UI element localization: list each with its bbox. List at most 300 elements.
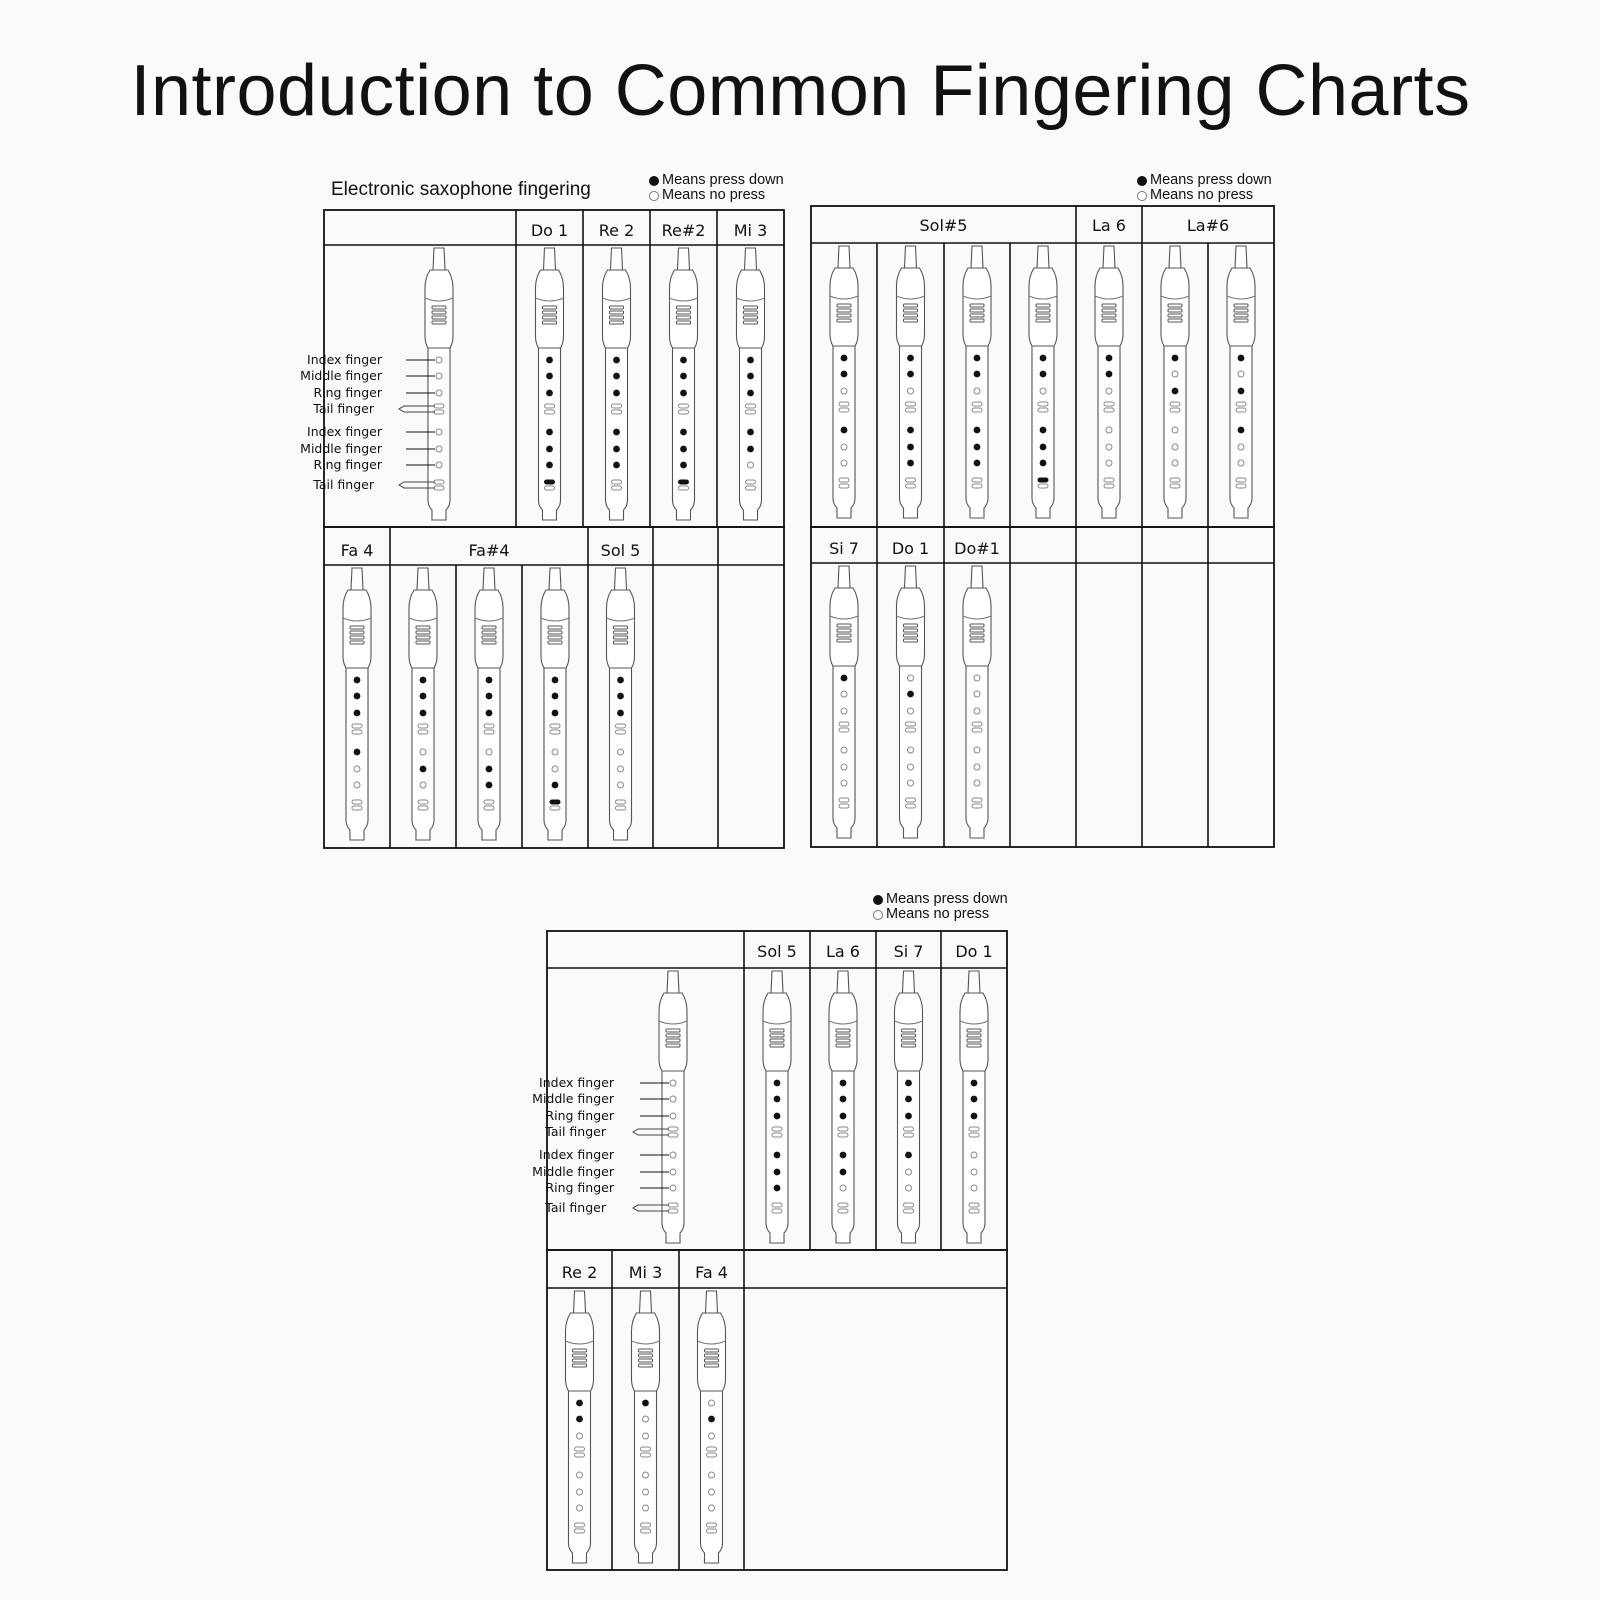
open-hole	[971, 1169, 977, 1175]
mouthpiece	[971, 566, 983, 588]
finger-label: Ring finger	[313, 457, 382, 472]
mouthpiece	[433, 248, 445, 270]
pressed-hole	[841, 675, 848, 682]
grille-slot	[614, 641, 628, 644]
pressed-hole	[546, 390, 553, 397]
tail-key-lower	[1038, 408, 1048, 412]
grille-slot	[1036, 314, 1050, 317]
tail-key-lower	[972, 804, 982, 808]
grille-slot	[967, 1039, 981, 1042]
pressed-hole	[613, 446, 620, 453]
open-hole	[906, 1185, 912, 1191]
tail-key-upper	[1104, 478, 1114, 482]
tail-key-lower	[545, 486, 555, 490]
tail-key-upper	[839, 722, 849, 726]
grille-slot	[350, 631, 364, 634]
grille-slot	[837, 639, 851, 642]
pressed-hole	[486, 710, 493, 717]
finger-label: Index finger	[539, 1075, 614, 1090]
saxophone-icon	[895, 971, 923, 1243]
pressed-hole	[680, 446, 687, 453]
mouthpiece	[968, 971, 980, 993]
finger-label: Middle finger	[532, 1164, 614, 1179]
grille-slot	[482, 631, 496, 634]
table-border	[811, 527, 1274, 847]
grille-slot	[902, 1029, 916, 1032]
tail-key-upper	[668, 1203, 678, 1207]
pressed-hole	[971, 1080, 978, 1087]
pressed-hole	[840, 1113, 847, 1120]
pressed-hole	[486, 693, 493, 700]
open-hole	[420, 749, 426, 755]
open-hole	[908, 747, 914, 753]
grille-slot	[836, 1029, 850, 1032]
open-hole	[1040, 388, 1046, 394]
mouthpiece	[611, 248, 623, 270]
tail-key-lower	[352, 806, 362, 810]
grille-slot	[705, 1359, 719, 1362]
pressed-hole	[1040, 427, 1047, 434]
page-title: Introduction to Common Fingering Charts	[130, 51, 1471, 131]
open-hole	[709, 1400, 715, 1406]
table-border	[547, 1250, 1007, 1570]
mouthpiece	[771, 971, 783, 993]
grille-slot	[1102, 304, 1116, 307]
open-hole	[709, 1433, 715, 1439]
grille-slot	[967, 1029, 981, 1032]
tail-key-upper	[1170, 402, 1180, 406]
tail-key-upper	[1236, 478, 1246, 482]
grille-slot	[836, 1034, 850, 1037]
saxophone-icon	[963, 246, 991, 518]
grille-slot	[573, 1349, 587, 1352]
pressed-hole	[546, 373, 553, 380]
chart-1	[300, 210, 784, 848]
tail-key-upper	[772, 1127, 782, 1131]
pressed-hole	[747, 373, 754, 380]
grille-slot	[770, 1029, 784, 1032]
tail-key-upper	[668, 1127, 678, 1131]
open-hole	[709, 1472, 715, 1478]
saxophone-icon	[829, 971, 857, 1243]
tail-key-lower	[1170, 408, 1180, 412]
tail-key-lower	[707, 1453, 717, 1457]
tail-key-upper	[418, 800, 428, 804]
pressed-hole	[774, 1113, 781, 1120]
tail-key-upper	[550, 724, 560, 728]
saxophone-icon	[566, 1291, 594, 1563]
saxophone-icon	[963, 566, 991, 838]
pressed-hole	[486, 782, 493, 789]
grille-slot	[548, 636, 562, 639]
note-label: La 6	[826, 942, 860, 961]
pressed-hole	[617, 677, 624, 684]
saxophone-icon	[1227, 246, 1255, 518]
tail-key-upper	[904, 1203, 914, 1207]
pressed-hole	[840, 1096, 847, 1103]
tail-key-upper	[972, 798, 982, 802]
grille-slot	[904, 319, 918, 322]
finger-label: Tail finger	[545, 1124, 606, 1139]
tail-key-lower	[838, 1133, 848, 1137]
mouthpiece	[971, 246, 983, 268]
open-hole	[643, 1489, 649, 1495]
saxophone-icon	[607, 568, 635, 840]
note-label: Sol 5	[757, 942, 797, 961]
pressed-hole	[613, 357, 620, 364]
mouthpiece	[903, 971, 915, 993]
grille-slot	[744, 311, 758, 314]
pressed-hole	[1106, 371, 1113, 378]
saxophone-icon	[425, 248, 453, 520]
open-hole	[577, 1505, 583, 1511]
grille-slot	[432, 316, 446, 319]
legend-press: Means press down	[1150, 172, 1272, 188]
pressed-hole	[613, 390, 620, 397]
grille-slot	[677, 306, 691, 309]
grille-slot	[836, 1039, 850, 1042]
open-hole	[841, 388, 847, 394]
pressed-hole	[552, 677, 559, 684]
pressed-hole	[1238, 355, 1245, 362]
open-hole	[436, 462, 442, 468]
note-label: Sol 5	[600, 541, 641, 560]
pressed-hole	[1106, 355, 1113, 362]
tail-key-lower	[772, 1133, 782, 1137]
saxophone-icon	[541, 568, 569, 840]
tail-key-lower	[434, 486, 444, 490]
tail-key-lower	[575, 1529, 585, 1533]
mouthpiece	[905, 246, 917, 268]
grille-slot	[350, 641, 364, 644]
note-label: Fa#4	[468, 541, 510, 560]
mouthpiece	[1037, 246, 1049, 268]
open-hole	[908, 388, 914, 394]
pressed-hole	[971, 1096, 978, 1103]
pressed-hole	[354, 749, 361, 756]
mouthpiece	[1235, 246, 1247, 268]
finger-label: Ring finger	[313, 385, 382, 400]
tail-key-upper	[612, 404, 622, 408]
grille-slot	[639, 1354, 653, 1357]
grille-slot	[837, 634, 851, 637]
saxophone-icon	[670, 248, 698, 520]
pressed-hole	[546, 429, 553, 436]
grille-slot	[970, 639, 984, 642]
tail-key-upper	[972, 722, 982, 726]
tail-key-upper	[641, 1447, 651, 1451]
pressed-hole	[486, 766, 493, 773]
tail-key-lower	[972, 408, 982, 412]
grille-slot	[970, 314, 984, 317]
open-hole	[670, 1185, 676, 1191]
mouthpiece	[1169, 246, 1181, 268]
tail-key-upper	[545, 480, 555, 484]
legend-no-press: Means no press	[662, 187, 766, 203]
pressed-hole	[1040, 371, 1047, 378]
open-hole	[1238, 444, 1244, 450]
mouthpiece	[706, 1291, 718, 1313]
pressed-hole	[840, 1169, 847, 1176]
grille-slot	[482, 636, 496, 639]
open-hole	[618, 782, 624, 788]
grille-slot	[416, 636, 430, 639]
pressed-hole	[907, 460, 914, 467]
pressed-hole	[613, 373, 620, 380]
open-hole	[709, 1505, 715, 1511]
grille-slot	[1036, 304, 1050, 307]
open-hole	[906, 1169, 912, 1175]
tail-key-upper	[1038, 402, 1048, 406]
open-hole	[354, 766, 360, 772]
grille-slot	[1036, 319, 1050, 322]
grille-slot	[904, 639, 918, 642]
tail-key-lower	[1170, 484, 1180, 488]
mouthpiece	[483, 568, 495, 590]
pressed-hole	[680, 429, 687, 436]
tail-key-lower	[679, 410, 689, 414]
tail-key-upper	[904, 1127, 914, 1131]
tail-key-upper	[746, 480, 756, 484]
grille-slot	[416, 641, 430, 644]
note-label: Mi 3	[628, 1263, 663, 1282]
tail-key-lower	[668, 1133, 678, 1137]
saxophone-icon	[830, 246, 858, 518]
saxophone-icon	[1095, 246, 1123, 518]
open-hole	[1106, 427, 1112, 433]
chart-2	[811, 206, 1274, 847]
note-label: Si 7	[829, 539, 859, 558]
grille-slot	[837, 629, 851, 632]
pressed-hole	[642, 1400, 649, 1407]
grille-slot	[610, 306, 624, 309]
open-hole	[748, 462, 754, 468]
saxophone-icon	[763, 971, 791, 1243]
saxophone-icon	[830, 566, 858, 838]
grille-slot	[837, 314, 851, 317]
grille-slot	[573, 1354, 587, 1357]
finger-label: Middle finger	[532, 1091, 614, 1106]
grille-slot	[1234, 309, 1248, 312]
tail-key-upper	[772, 1203, 782, 1207]
tail-key-upper	[550, 800, 560, 804]
grille-slot	[904, 314, 918, 317]
open-hole	[436, 390, 442, 396]
grille-slot	[666, 1044, 680, 1047]
finger-label: Tail finger	[545, 1200, 606, 1215]
open-hole	[354, 782, 360, 788]
pressed-hole	[747, 357, 754, 364]
tail-key-lower	[906, 484, 916, 488]
tail-key-lower	[550, 730, 560, 734]
grille-slot	[904, 304, 918, 307]
grille-slot	[639, 1359, 653, 1362]
tail-key-lower	[906, 728, 916, 732]
open-hole	[974, 747, 980, 753]
tail-key-lower	[969, 1133, 979, 1137]
tail-key-lower	[612, 410, 622, 414]
pressed-hole	[617, 693, 624, 700]
tail-key-lower	[904, 1209, 914, 1213]
tail-key-lower	[906, 804, 916, 808]
tail-key-upper	[1170, 478, 1180, 482]
open-hole	[643, 1505, 649, 1511]
grille-slot	[543, 316, 557, 319]
tail-key-upper	[707, 1523, 717, 1527]
grille-slot	[1168, 304, 1182, 307]
pressed-hole	[1040, 444, 1047, 451]
tail-key-upper	[484, 724, 494, 728]
saxophone-icon	[603, 248, 631, 520]
grille-slot	[350, 626, 364, 629]
pressed-hole	[747, 446, 754, 453]
grille-slot	[904, 634, 918, 637]
mouthpiece	[837, 971, 849, 993]
saxophone-icon	[1029, 246, 1057, 518]
grille-slot	[902, 1034, 916, 1037]
tail-key-upper	[575, 1447, 585, 1451]
saxophone-icon	[343, 568, 371, 840]
open-hole	[841, 708, 847, 714]
open-hole	[436, 357, 442, 363]
pressed-hole	[974, 427, 981, 434]
grille-slot	[1234, 319, 1248, 322]
grille-slot	[1102, 309, 1116, 312]
grille-slot	[548, 631, 562, 634]
tail-key-upper	[839, 798, 849, 802]
grille-slot	[836, 1044, 850, 1047]
grille-slot	[416, 626, 430, 629]
tail-key-lower	[641, 1529, 651, 1533]
finger-label: Tail finger	[313, 477, 374, 492]
open-hole	[974, 708, 980, 714]
mouthpiece	[905, 566, 917, 588]
open-hole	[1106, 460, 1112, 466]
pressed-hole	[354, 677, 361, 684]
pressed-hole	[680, 390, 687, 397]
note-label: Sol#5	[919, 216, 968, 235]
grille-slot	[967, 1034, 981, 1037]
pressed-hole	[907, 355, 914, 362]
open-hole	[1238, 460, 1244, 466]
finger-label: Index finger	[539, 1147, 614, 1162]
tail-key-upper	[434, 404, 444, 408]
grille-slot	[416, 631, 430, 634]
tail-key-upper	[839, 402, 849, 406]
grille-slot	[677, 316, 691, 319]
pressed-hole	[420, 677, 427, 684]
tail-key-upper	[679, 404, 689, 408]
pressed-hole	[546, 357, 553, 364]
pressed-hole	[747, 429, 754, 436]
pressed-hole	[552, 782, 559, 789]
pressed-hole	[774, 1096, 781, 1103]
grille-slot	[610, 321, 624, 324]
grille-slot	[837, 319, 851, 322]
pressed-hole	[747, 390, 754, 397]
open-hole	[908, 708, 914, 714]
pressed-hole	[841, 427, 848, 434]
grille-slot	[837, 309, 851, 312]
tail-key-lower	[616, 730, 626, 734]
note-label: Re#2	[661, 221, 706, 240]
open-hole	[577, 1489, 583, 1495]
grille-slot	[666, 1029, 680, 1032]
open-hole	[908, 675, 914, 681]
grille-slot	[432, 311, 446, 314]
finger-label: Index finger	[307, 424, 382, 439]
grille-slot	[666, 1034, 680, 1037]
open-hole	[841, 691, 847, 697]
pressed-hole	[546, 446, 553, 453]
tail-key-upper	[906, 722, 916, 726]
tail-key-lower	[550, 806, 560, 810]
note-label: La 6	[1092, 216, 1126, 235]
grille-slot	[904, 629, 918, 632]
open-hole	[841, 764, 847, 770]
tail-key-upper	[969, 1203, 979, 1207]
tail-key-upper	[972, 402, 982, 406]
tail-key-lower	[352, 730, 362, 734]
grille-slot	[770, 1039, 784, 1042]
tail-key-upper	[352, 724, 362, 728]
grille-slot	[744, 321, 758, 324]
pressed-hole	[774, 1169, 781, 1176]
grille-slot	[970, 624, 984, 627]
chart-3	[532, 931, 1007, 1570]
open-hole	[1172, 444, 1178, 450]
legend-press: Means press down	[886, 891, 1008, 907]
tail-key-upper	[906, 478, 916, 482]
note-label: Re 2	[598, 221, 635, 240]
pressed-hole	[774, 1080, 781, 1087]
tail-key-upper	[641, 1523, 651, 1527]
pressed-hole	[1238, 388, 1245, 395]
finger-label: Middle finger	[300, 441, 382, 456]
pressed-hole	[1238, 427, 1245, 434]
tail-key-lower	[1236, 484, 1246, 488]
pressed-hole	[905, 1113, 912, 1120]
pressed-hole	[840, 1152, 847, 1159]
pressed-hole	[576, 1400, 583, 1407]
pressed-hole	[680, 357, 687, 364]
grille-slot	[705, 1364, 719, 1367]
pressed-hole	[974, 355, 981, 362]
grille-slot	[548, 641, 562, 644]
note-label: Fa 4	[340, 541, 374, 560]
tail-key-lower	[746, 486, 756, 490]
tail-key-upper	[1104, 402, 1114, 406]
grille-slot	[610, 316, 624, 319]
grille-slot	[573, 1364, 587, 1367]
note-label: Si 7	[893, 942, 924, 961]
note-label: Fa 4	[695, 1263, 728, 1282]
open-hole	[618, 749, 624, 755]
grille-slot	[432, 321, 446, 324]
tail-key-lower	[707, 1529, 717, 1533]
pressed-hole	[907, 444, 914, 451]
saxophone-icon	[475, 568, 503, 840]
tail-key-lower	[838, 1209, 848, 1213]
pressed-hole	[840, 1080, 847, 1087]
tail-key-lower	[545, 410, 555, 414]
grille-slot	[770, 1034, 784, 1037]
mouthpiece	[549, 568, 561, 590]
tail-key-lower	[972, 728, 982, 732]
tail-key-lower	[839, 408, 849, 412]
open-hole	[420, 782, 426, 788]
grille-slot	[482, 641, 496, 644]
